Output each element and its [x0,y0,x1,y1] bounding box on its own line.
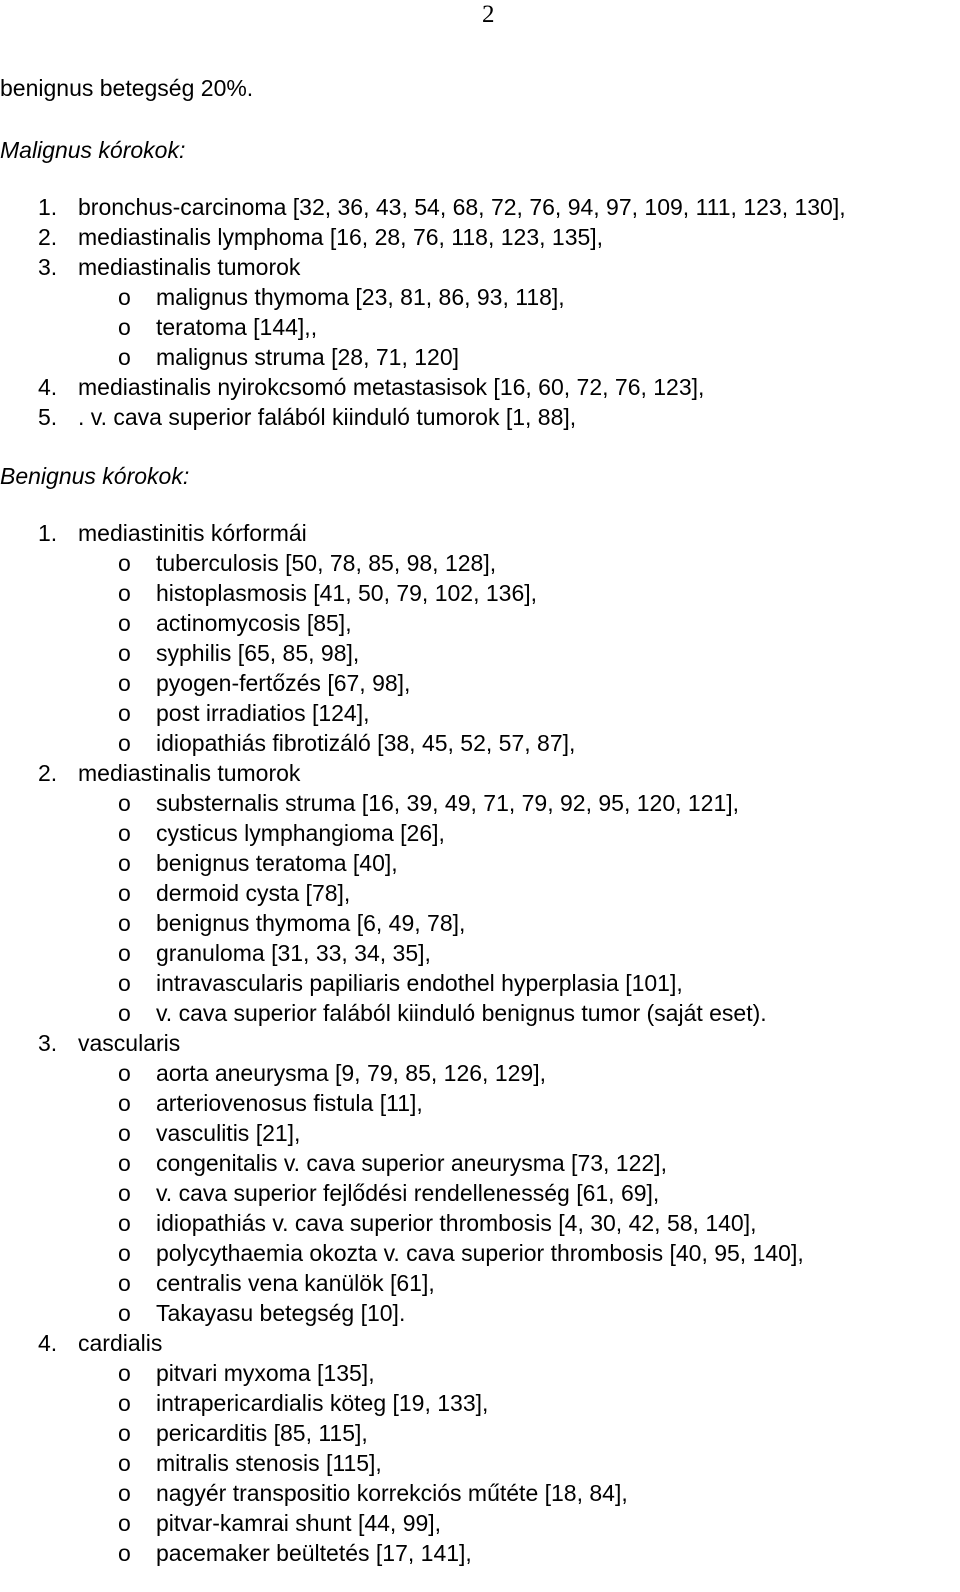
sub-list-item-text: dermoid cysta [78], [156,880,351,906]
sub-list-item [78,312,940,342]
sub-list-item [78,1058,940,1088]
sub-list-item [78,908,940,938]
sub-list-item [78,1508,940,1538]
bullet-icon: o [118,730,131,756]
sub-list-item-text: pyogen-fertőzés [67, 98], [156,670,411,696]
sub-list-item [78,848,940,878]
bullet-icon: o [118,1240,131,1266]
list-number: 4. [38,1330,58,1356]
bullet-icon: o [118,1180,131,1206]
sub-list-item-text: actinomycosis [85], [156,610,352,636]
sub-list-item-text: idiopathiás v. cava superior thrombosis [4, 30, 42, 58, 140], [156,1210,757,1236]
sub-list-item-text: syphilis [65, 85, 98], [156,640,360,666]
sub-list-item [78,728,940,758]
list-item-text: . v. cava superior falából kiinduló tumorok [1, 88], [78,404,577,430]
list-item-text: bronchus-carcinoma [32, 36, 43, 54, 68, 72, 76, 94, 97, 109, 111, 123, 130], [78,194,846,220]
bullet-icon: o [118,820,131,846]
sub-list-item [78,698,940,728]
bullet-icon: o [118,1270,131,1296]
sub-list-item [78,1118,940,1148]
bullet-icon: o [118,790,131,816]
list-item-text: vascularis [78,1030,181,1056]
bullet-icon: o [118,1090,131,1116]
sub-list-item-text: pitvari myxoma [135], [156,1360,375,1386]
sub-list-item [78,1388,940,1418]
bullet-icon: o [118,1450,131,1476]
bullet-icon: o [118,1480,131,1506]
list-item-text: mediastinalis tumorok [78,254,301,280]
benign-cause-item [0,758,940,1028]
list-item-text: mediastinalis nyirokcsomó metastasisok [16, 60, 72, 76, 123], [78,374,705,400]
list-number: 2. [38,760,58,786]
sub-list-item-text: nagyér transpositio korrekciós műtéte [18, 84], [156,1480,628,1506]
sub-list-item-text: tuberculosis [50, 78, 85, 98, 128], [156,550,497,576]
spacer [0,104,940,134]
list-item-text: cardialis [78,1330,163,1356]
sub-list-item [78,1538,940,1568]
sub-list [78,1358,940,1568]
benign-heading: Benignus kórokok: [0,463,190,489]
benign-cause-item [0,1028,940,1328]
bullet-icon: o [118,640,131,666]
sub-list-item [78,938,940,968]
sub-list-item [78,1238,940,1268]
spacer [0,166,940,192]
sub-list-item-text: benignus thymoma [6, 49, 78], [156,910,466,936]
sub-list-item [78,638,940,668]
bullet-icon: o [118,284,131,310]
sub-list-item-text: Takayasu betegség [10]. [156,1300,406,1326]
list-number: 3. [38,254,58,280]
malignant-heading: Malignus kórokok: [0,137,186,163]
sub-list-item-text: polycythaemia okozta v. cava superior thrombosis [40, 95, 140], [156,1240,804,1266]
sub-list-item-text: pericarditis [85, 115], [156,1420,368,1446]
sub-list-item-text: v. cava superior falából kiinduló benignus tumor (saját eset). [156,1000,767,1026]
bullet-icon: o [118,1150,131,1176]
list-item-text: mediastinalis tumorok [78,760,301,786]
sub-list-item-text: aorta aneurysma [9, 79, 85, 126, 129], [156,1060,546,1086]
bullet-icon: o [118,1510,131,1536]
sub-list-item [78,1478,940,1508]
sub-list-item-text: substernalis struma [16, 39, 49, 71, 79, 92, 95, 120, 121], [156,790,740,816]
sub-list-item-text: histoplasmosis [41, 50, 79, 102, 136], [156,580,538,606]
list-number: 4. [38,374,58,400]
bullet-icon: o [118,550,131,576]
sub-list-item-text: intravascularis papiliaris endothel hyperplasia [101], [156,970,683,996]
sub-list-item [78,608,940,638]
list-number: 3. [38,1030,58,1056]
sub-list-item [78,548,940,578]
bullet-icon: o [118,1540,131,1566]
sub-list-item [78,282,940,312]
bullet-icon: o [118,1060,131,1086]
bullet-icon: o [118,610,131,636]
document-body [0,72,940,1568]
sub-list-item [78,1448,940,1478]
spacer [0,492,940,518]
list-number: 1. [38,194,58,220]
list-number: 2. [38,224,58,250]
malignant-cause-item [0,222,940,252]
bullet-icon: o [118,1000,131,1026]
sub-list-item-text: teratoma [144],, [156,314,318,340]
sub-list-item [78,1418,940,1448]
benign-cause-item [0,1328,940,1568]
sub-list [78,548,940,758]
sub-list-item-text: post irradiatios [124], [156,700,370,726]
sub-list-item-text: vasculitis [21], [156,1120,301,1146]
sub-list-item [78,1088,940,1118]
sub-list-item [78,968,940,998]
sub-list-item [78,342,940,372]
sub-list-item-text: granuloma [31, 33, 34, 35], [156,940,431,966]
list-number: 5. [38,404,58,430]
sub-list-item [78,818,940,848]
list-item-text: mediastinitis kórformái [78,520,307,546]
bullet-icon: o [118,880,131,906]
sub-list-item [78,788,940,818]
sub-list [78,1058,940,1328]
sub-list-item-text: intrapericardialis köteg [19, 133], [156,1390,489,1416]
bullet-icon: o [118,1210,131,1236]
sub-list-item-text: benignus teratoma [40], [156,850,398,876]
sub-list-item [78,1178,940,1208]
page-number: 2 [482,1,495,28]
sub-list-item-text: centralis vena kanülök [61], [156,1270,435,1296]
sub-list-item [78,1358,940,1388]
bullet-icon: o [118,1390,131,1416]
benign-cause-item [0,518,940,758]
sub-list-item [78,1298,940,1328]
sub-list-item [78,878,940,908]
bullet-icon: o [118,1420,131,1446]
bullet-icon: o [118,670,131,696]
list-number: 1. [38,520,58,546]
sub-list-item-text: malignus struma [28, 71, 120] [156,344,459,370]
sub-list-item [78,998,940,1028]
sub-list-item-text: mitralis stenosis [115], [156,1450,382,1476]
bullet-icon: o [118,344,131,370]
malignant-cause-item [0,192,940,222]
benign-causes-list [0,518,940,1568]
sub-list [78,282,940,372]
sub-list-item-text: cysticus lymphangioma [26], [156,820,445,846]
sub-list-item-text: idiopathiás fibrotizáló [38, 45, 52, 57, 87], [156,730,576,756]
malignant-cause-item [0,402,940,432]
sub-list-item-text: pacemaker beültetés [17, 141], [156,1540,472,1566]
malignant-cause-item [0,372,940,402]
bullet-icon: o [118,940,131,966]
sub-list-item [78,1208,940,1238]
bullet-icon: o [118,1360,131,1386]
sub-list-item-text: congenitalis v. cava superior aneurysma [73, 122], [156,1150,667,1176]
bullet-icon: o [118,910,131,936]
sub-list-item [78,1148,940,1178]
sub-list-item-text: malignus thymoma [23, 81, 86, 93, 118], [156,284,565,310]
sub-list-item-text: arteriovenosus fistula [11], [156,1090,423,1116]
sub-list [78,788,940,1028]
bullet-icon: o [118,580,131,606]
sub-list-item [78,578,940,608]
malignant-causes-list [0,192,940,432]
malignant-cause-item [0,252,940,372]
intro-paragraph: benignus betegség 20%. [0,75,254,101]
bullet-icon: o [118,1300,131,1326]
bullet-icon: o [118,1120,131,1146]
sub-list-item [78,1268,940,1298]
bullet-icon: o [118,970,131,996]
list-item-text: mediastinalis lymphoma [16, 28, 76, 118, 123, 135], [78,224,604,250]
sub-list-item [78,668,940,698]
sub-list-item-text: pitvar-kamrai shunt [44, 99], [156,1510,442,1536]
bullet-icon: o [118,700,131,726]
sub-list-item-text: v. cava superior fejlődési rendellenesség [61, 69], [156,1180,660,1206]
spacer [0,432,940,460]
bullet-icon: o [118,850,131,876]
bullet-icon: o [118,314,131,340]
